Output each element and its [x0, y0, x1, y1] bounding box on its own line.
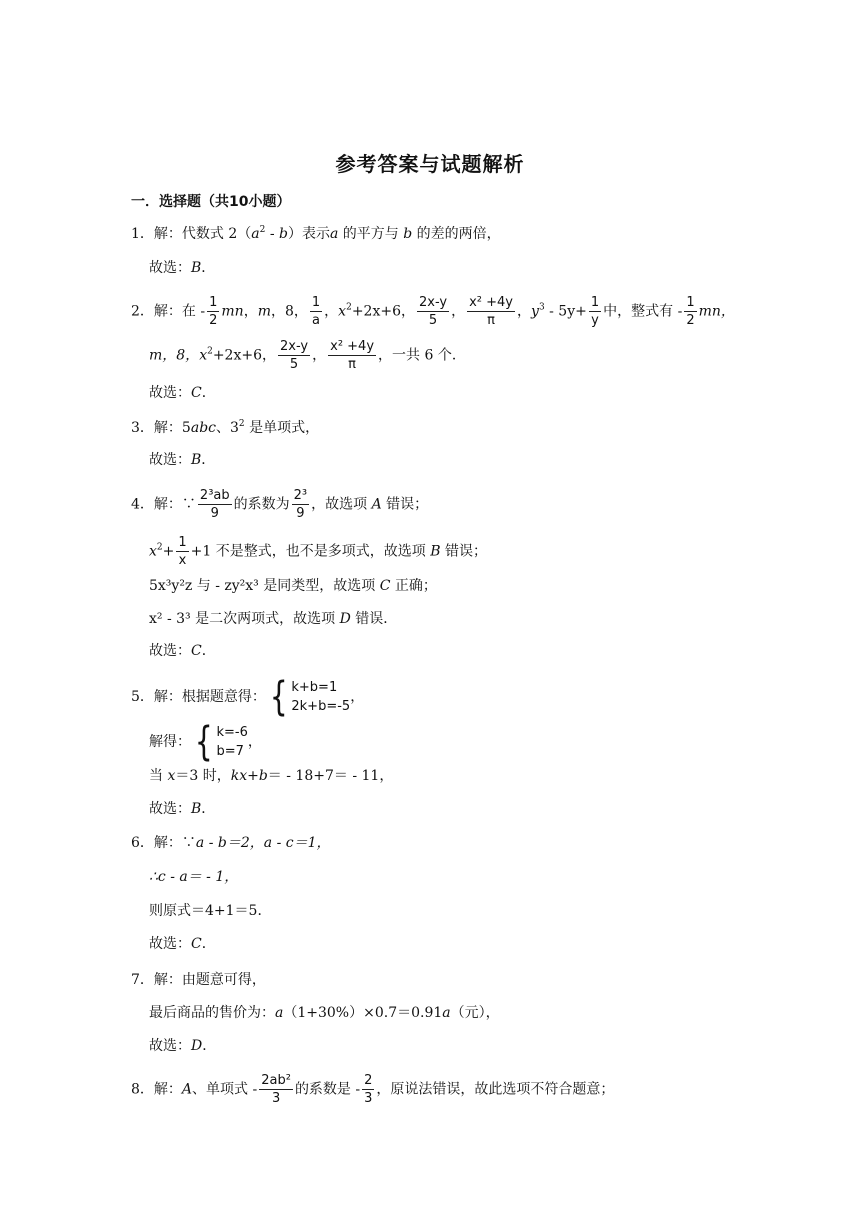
fraction: $\frac{\text{2³ab}}{9}$	[199, 488, 230, 521]
fraction: $\frac{1}{a}$	[311, 295, 321, 328]
equation-system: { k=-6 b=7	[194, 719, 248, 765]
q7-line-1: 7．解：由题意可得，	[131, 972, 266, 988]
fraction: $\frac{1}{2}$	[686, 295, 695, 328]
q7-line-2: 最后商品的售价为：a（1+30%）×0.7＝0.91a（元），	[149, 1005, 500, 1021]
q5-answer: 故选：B．	[149, 801, 216, 817]
question-number: 6．	[131, 835, 154, 851]
question-number: 2．	[131, 303, 154, 320]
question-number: 5．	[131, 689, 154, 705]
fraction: $\frac{\text{2ab²}}{3}$	[261, 1073, 291, 1106]
q4-line-3: 5x³y²z 与 - zy²x³ 是同类型，故选项 C 正确；	[149, 578, 437, 594]
q2-line-2: m，8，$x^2+2x+6$， $\frac{2x-y}{5}$ ， $\frac{\text{x² +4y}}{\pi}$ ，一共 6 个．	[149, 339, 466, 372]
fraction: $\frac{1}{x}$	[178, 535, 187, 568]
q5-line-2: 解得：{ k=-6 b=7 ，	[149, 719, 262, 765]
q4-line-1: 4．解：∵ $\frac{\text{2³ab}}{9}$ 的系数为 $\frac{\text{2³}}{9}$ ，故选项 A 错误；	[131, 488, 429, 521]
question-number: 7．	[131, 972, 154, 988]
q5-line-1: 5．解：根据题意得：{ k+b=1 2k+b=-5 ，	[131, 674, 365, 720]
question-number: 4．	[131, 496, 154, 513]
q3-line: 3．解：5abc、$3^2$ 是单项式，	[131, 419, 320, 436]
page-title: 参考答案与试题解析	[335, 152, 525, 176]
q6-line-1: 6．解：∵a - b＝2，a - c＝1，	[131, 835, 331, 851]
q2-line-1: 2．解：在 - $\frac{1}{2}$ mn，m，8， $\frac{1}{a}$ ，$x^2+2x+6$， $\frac{2x-y}{5}$ ， $\frac{\text{x² +4y}}{\pi}$ ，$y^3 - 5y+$ $\frac{1}{y}$ 中，整式有 - $\frac{1}{2}$ mn，	[131, 295, 735, 328]
fraction: $\frac{\text{2³}}{9}$	[293, 488, 308, 521]
q5-line-3: 当 x＝3 时，kx+b＝ - 18+7＝ - 11，	[149, 768, 394, 784]
q7-answer: 故选：D．	[149, 1038, 217, 1054]
q6-line-2: ∴c - a＝ - 1，	[149, 869, 239, 885]
q6-answer: 故选：C．	[149, 936, 216, 952]
equation-system: { k+b=1 2k+b=-5	[269, 674, 351, 720]
q6-line-3: 则原式＝4+1＝5．	[149, 903, 272, 919]
question-number: 8．	[131, 1081, 154, 1098]
q1-line: 1．解：代数式 $2(a^2 - b)$表示a 的平方与 b 的差的两倍，	[131, 225, 501, 242]
fraction: $\frac{1}{2}$	[209, 295, 218, 328]
q8-line-1: 8．解：A、单项式 - $\frac{\text{2ab²}}{3}$ 的系数是 - $\frac{2}{3}$ ，原说法错误，故此选项不符合题意；	[131, 1073, 615, 1106]
fraction: $\frac{2x-y}{5}$	[280, 339, 309, 372]
q4-line-2: $x^2+$ $\frac{1}{x}$ +1 不是整式，也不是多项式，故选项 B 错误；	[149, 535, 487, 568]
fraction: $\frac{2x-y}{5}$	[418, 295, 448, 328]
q4-answer: 故选：C．	[149, 643, 216, 659]
q4-line-4: x² - 3³ 是二次两项式，故选项 D 错误．	[149, 611, 398, 627]
fraction: $\frac{\text{x² +4y}}{\pi}$	[330, 339, 375, 372]
question-number: 3．	[131, 420, 154, 436]
question-number: 1．	[131, 226, 154, 242]
q2-answer: 故选：C．	[149, 385, 216, 401]
fraction: $\frac{2}{3}$	[364, 1073, 373, 1106]
fraction: $\frac{\text{x² +4y}}{\pi}$	[469, 295, 514, 328]
q1-answer: 故选：B．	[149, 260, 216, 276]
q3-answer: 故选：B．	[149, 452, 216, 468]
section-heading: 一．选择题（共10小题）	[131, 194, 291, 210]
fraction: $\frac{1}{y}$	[590, 295, 600, 328]
